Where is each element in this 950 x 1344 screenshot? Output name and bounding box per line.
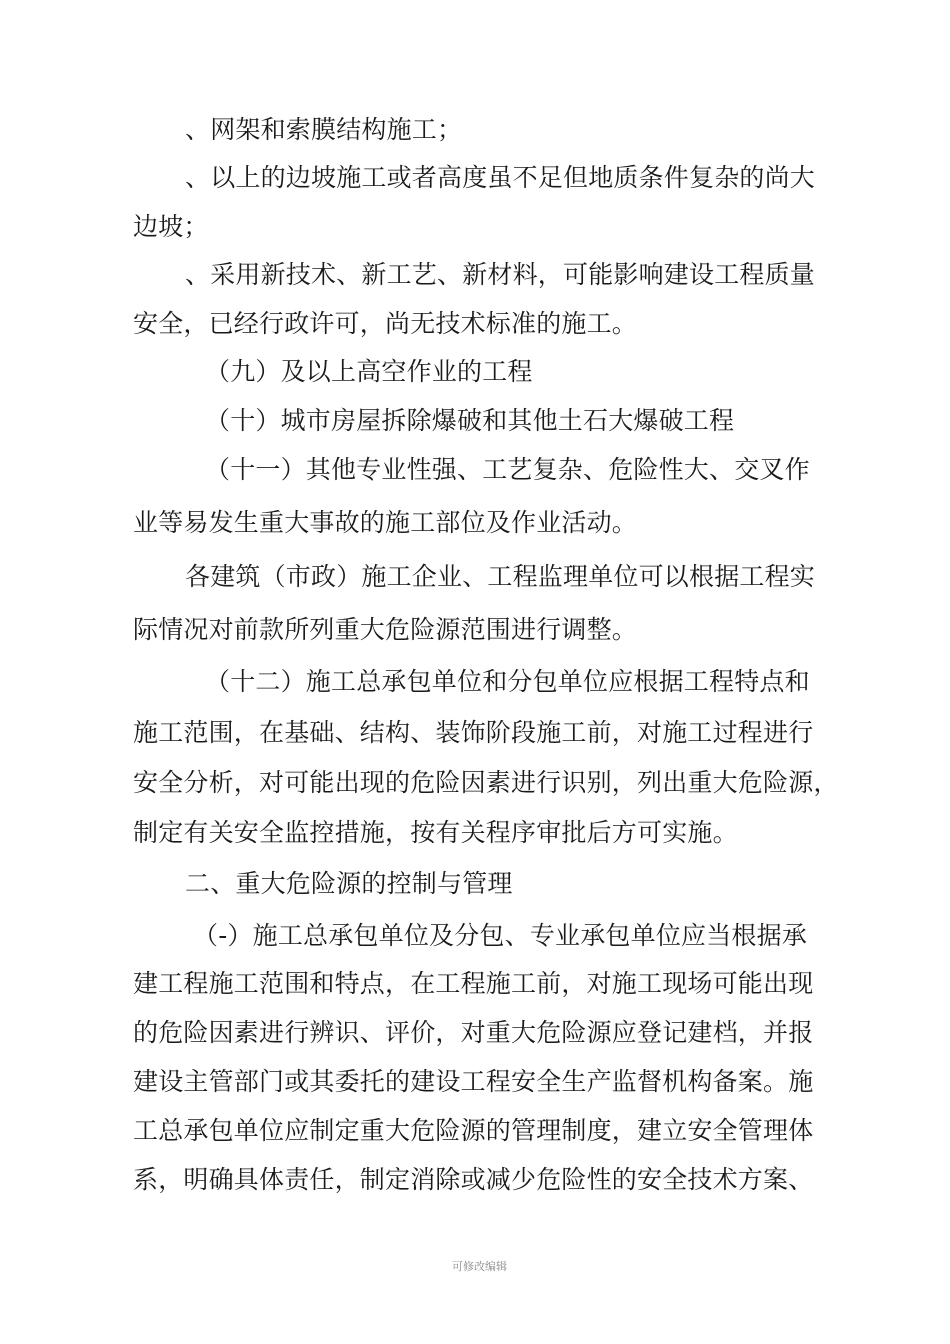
text-line: 建设主管部门或其委托的建设工程安全生产监督机构备案。施 (133, 1067, 814, 1096)
text-line: （十）城市房屋拆除爆破和其他土石大爆破工程 (205, 406, 735, 435)
text-line: 业等易发生重大事故的施工部位及作业活动。 (133, 508, 638, 537)
text-line: 安全，已经行政许可，尚无技术标准的施工。 (133, 309, 638, 338)
page-footer-note: 可修改编辑 (452, 1260, 507, 1273)
text-line: 各建筑（市政）施工企业、工程监理单位可以根据工程实 (185, 562, 816, 591)
text-line: （十一）其他专业性强、工艺复杂、危险性大、交叉作 (205, 455, 810, 484)
text-line: 际情况对前款所列重大危险源范围进行调整。 (133, 615, 638, 644)
text-line: 施工范围，在基础、结构、装饰阶段施工前，对施工过程进行 (133, 718, 814, 747)
text-line: （-）施工总承包单位及分包、专业承包单位应当根据承 (193, 921, 808, 950)
text-line: 系，明确具体责任，制定消除或减少危险性的安全技术方案、 (133, 1165, 814, 1194)
text-line: 、以上的边坡施工或者高度虽不足但地质条件复杂的尚大 (185, 163, 816, 192)
text-line: 的危险因素进行辨识、评价，对重大危险源应登记建档，并报 (133, 1018, 814, 1047)
text-line: 、采用新技术、新工艺、新材料，可能影响建设工程质量 (185, 260, 816, 289)
text-line: 、网架和索膜结构施工； (185, 115, 463, 144)
text-line: （十二）施工总承包单位和分包单位应根据工程特点和 (205, 667, 810, 696)
text-line: 安全分析，对可能出现的危险因素进行识别，列出重大危险源， (133, 768, 839, 797)
text-line: 建工程施工范围和特点，在工程施工前，对施工现场可能出现 (133, 969, 814, 998)
text-line: （九）及以上高空作业的工程 (205, 357, 533, 386)
text-line: 工总承包单位应制定重大危险源的管理制度，建立安全管理体 (133, 1116, 814, 1145)
section-heading: 二、重大危险源的控制与管理 (185, 869, 513, 898)
text-line: 边坡； (133, 212, 209, 241)
text-line: 制定有关安全监控措施，按有关程序审批后方可实施。 (133, 818, 738, 847)
